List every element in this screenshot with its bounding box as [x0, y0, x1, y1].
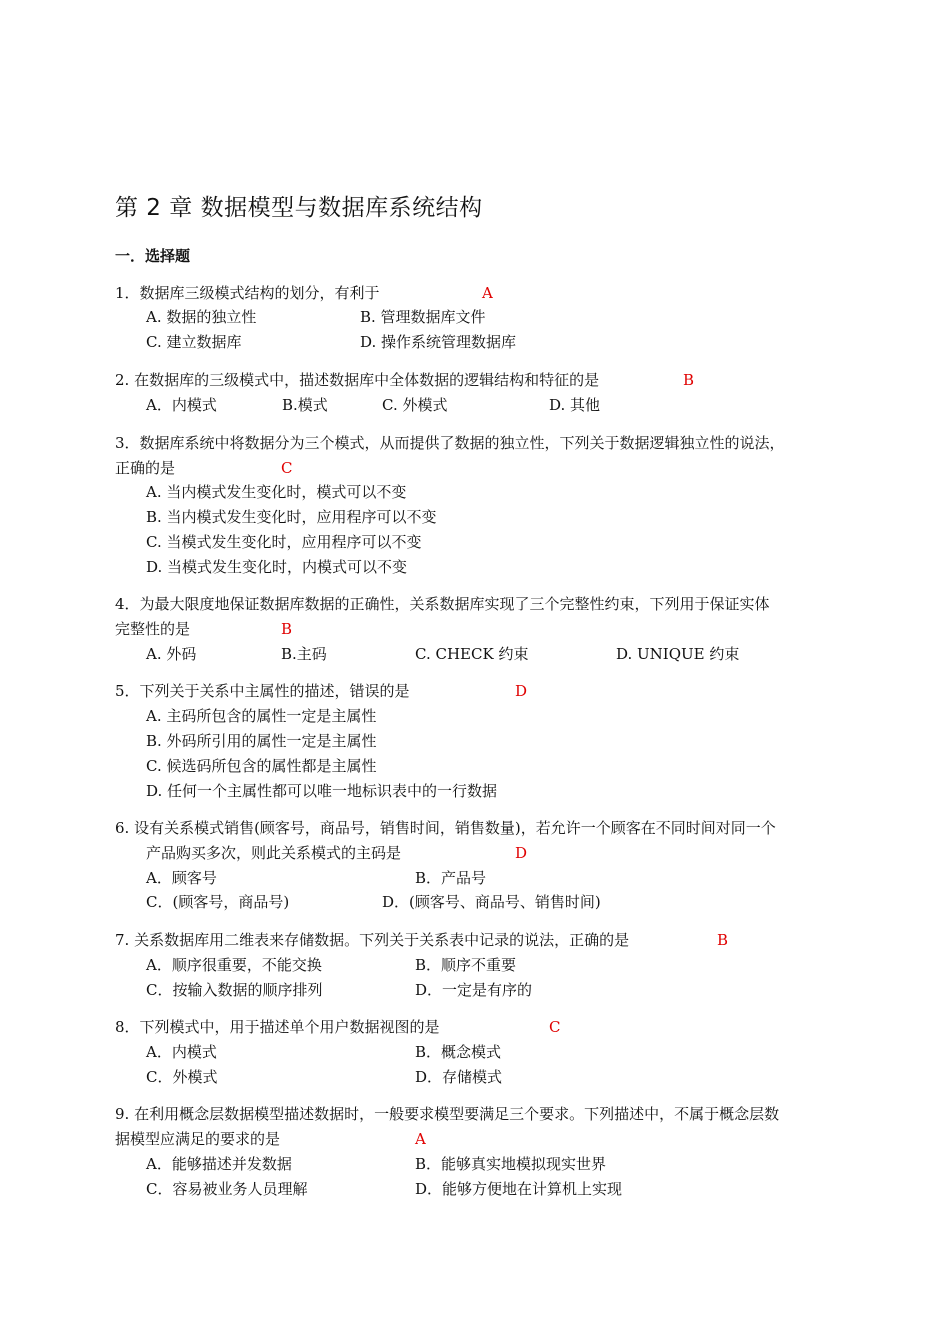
question-7-answer: B	[717, 931, 729, 949]
question-4-option-d: D. UNIQUE 约束	[616, 645, 740, 663]
question-8-option-a: A．内模式	[146, 1043, 217, 1061]
question-1-option-b: B. 管理数据库文件	[360, 308, 486, 326]
question-6-stem-line-1: 6. 设有关系模式销售(顾客号，商品号，销售时间，销售数量)，若允许一个顾客在不同时间对同一个	[115, 819, 776, 837]
question-8-answer: C	[549, 1018, 561, 1036]
question-9-option-b: B．能够真实地模拟现实世界	[415, 1155, 607, 1173]
question-9-answer: A	[415, 1130, 426, 1148]
question-2-option-b: B.模式	[282, 396, 328, 414]
question-4-answer: B	[281, 620, 293, 638]
question-7-option-b: B．顺序不重要	[415, 956, 517, 974]
question-5-option-c: C. 候选码所包含的属性都是主属性	[146, 757, 377, 775]
question-3-option-b: B. 当内模式发生变化时，应用程序可以不变	[146, 508, 437, 526]
question-1-option-d: D. 操作系统管理数据库	[360, 333, 517, 351]
question-5-stem: 5．下列关于关系中主属性的描述，错误的是	[115, 682, 410, 700]
section-heading: 一．选择题	[115, 247, 191, 265]
question-9-option-d: D．能够方便地在计算机上实现	[415, 1180, 623, 1198]
question-6-stem-line-2: 产品购买多次，则此关系模式的主码是	[146, 844, 402, 862]
question-7-option-c: C．按输入数据的顺序排列	[146, 981, 323, 999]
question-6-answer: D	[515, 844, 528, 862]
question-3-option-d: D. 当模式发生变化时，内模式可以不变	[146, 558, 408, 576]
question-1-answer: A	[482, 284, 493, 302]
question-2-answer: B	[683, 371, 695, 389]
question-8-option-d: D．存储模式	[415, 1068, 503, 1086]
question-3-stem-line-1: 3．数据库系统中将数据分为三个模式，从而提供了数据的独立性，下列关于数据逻辑独立性的说法，	[115, 434, 785, 452]
question-6-option-b: B．产品号	[415, 869, 487, 887]
question-6-option-c: C．(顾客号，商品号)	[146, 893, 290, 911]
question-1-stem: 1．数据库三级模式结构的划分，有利于	[115, 284, 380, 302]
question-5-option-d: D. 任何一个主属性都可以唯一地标识表中的一行数据	[146, 782, 498, 800]
question-4-option-b: B.主码	[281, 645, 327, 663]
question-7-stem: 7. 关系数据库用二维表来存储数据。下列关于关系表中记录的说法，正确的是	[115, 931, 630, 949]
question-6-option-d: D．(顾客号、商品号、销售时间)	[382, 893, 601, 911]
question-2-option-d: D. 其他	[549, 396, 601, 414]
question-8-option-b: B．概念模式	[415, 1043, 502, 1061]
chapter-title: 第 2 章 数据模型与数据库系统结构	[115, 195, 483, 221]
question-5-option-a: A. 主码所包含的属性一定是主属性	[146, 707, 377, 725]
question-4-option-c: C. CHECK 约束	[415, 645, 529, 663]
question-9-stem-line-1: 9. 在利用概念层数据模型描述数据时，一般要求模型要满足三个要求。下列描述中，不属于概念层数	[115, 1105, 780, 1123]
question-3-option-a: A. 当内模式发生变化时，模式可以不变	[146, 483, 407, 501]
question-3-answer: C	[281, 459, 293, 477]
question-1-option-c: C. 建立数据库	[146, 333, 242, 351]
question-8-stem: 8．下列模式中，用于描述单个用户数据视图的是	[115, 1018, 440, 1036]
question-1-option-a: A. 数据的独立性	[146, 308, 257, 326]
question-4-option-a: A. 外码	[146, 645, 197, 663]
question-2-option-a: A．内模式	[146, 396, 217, 414]
question-4-stem-line-2: 完整性的是	[115, 620, 191, 638]
question-4-stem-line-1: 4．为最大限度地保证数据库数据的正确性，关系数据库实现了三个完整性约束，下列用于保证实体	[115, 595, 770, 613]
question-3-option-c: C. 当模式发生变化时，应用程序可以不变	[146, 533, 422, 551]
question-9-stem-line-2: 据模型应满足的要求的是	[115, 1130, 281, 1148]
question-5-answer: D	[515, 682, 528, 700]
question-9-option-a: A．能够描述并发数据	[146, 1155, 292, 1173]
question-2-stem: 2. 在数据库的三级模式中，描述数据库中全体数据的逻辑结构和特征的是	[115, 371, 600, 389]
question-7-option-d: D．一定是有序的	[415, 981, 533, 999]
question-2-option-c: C. 外模式	[382, 396, 448, 414]
question-9-option-c: C．容易被业务人员理解	[146, 1180, 308, 1198]
question-8-option-c: C．外模式	[146, 1068, 218, 1086]
question-3-stem-line-2: 正确的是	[115, 459, 176, 477]
question-5-option-b: B. 外码所引用的属性一定是主属性	[146, 732, 377, 750]
question-7-option-a: A．顺序很重要，不能交换	[146, 956, 322, 974]
question-6-option-a: A．顾客号	[146, 869, 217, 887]
